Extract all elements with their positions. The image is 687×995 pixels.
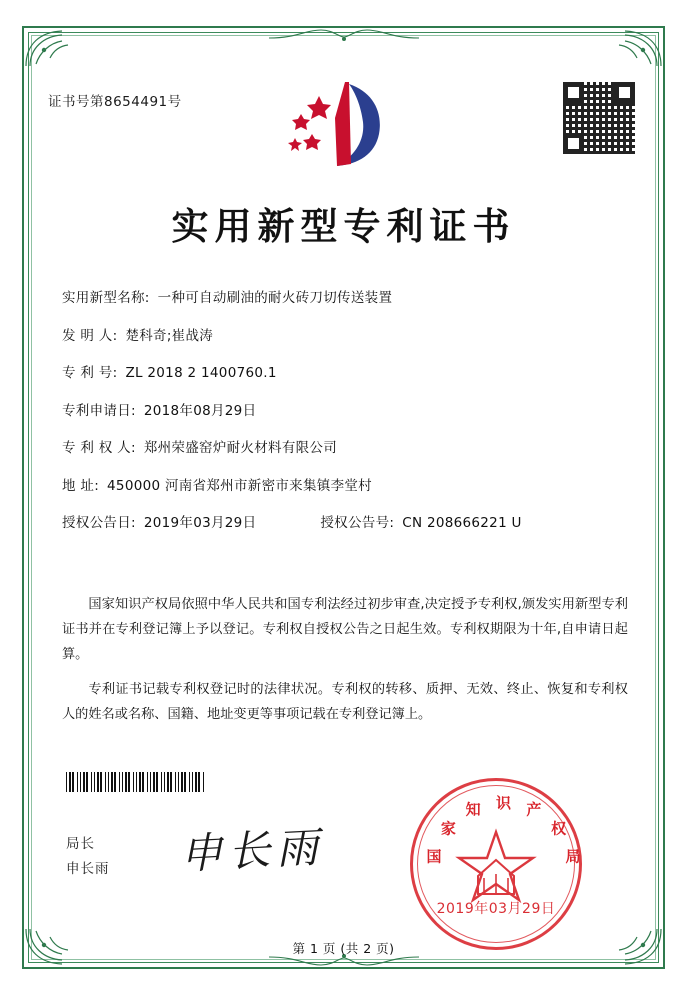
field-value: 楚科奇;崔战涛 — [125, 327, 214, 344]
field-row-grant — [62, 513, 628, 533]
seal-date: 2019年03月29日 — [436, 901, 556, 917]
paragraph-1: 国家知识产权局依照中华人民共和国专利法经过初步审查,决定授予专利权,颁发实用新型专利证书并在专利登记簿上予以登记。专利权自授权公告之日起生效。专利权期限为十年,自申请日起算。 — [62, 597, 628, 662]
corner-ornament-icon — [24, 28, 82, 68]
cnipa-emblem-icon — [279, 78, 409, 170]
field-value: 一种可自动刷油的耐火砖刀切传送装置 — [157, 290, 393, 306]
director-name-label: 申长雨 — [66, 861, 110, 877]
paragraph-2: 专利证书记载专利权登记时的法律状况。专利权的转移、质押、无效、终止、恢复和专利权人的姓名或名称、国籍、地址变更等事项记载在专利登记簿上。 — [62, 682, 628, 722]
seal-text: 国 家 知 识 产 权 局 — [426, 794, 581, 866]
handwritten-signature: 申长雨 — [178, 822, 326, 879]
field-row-name — [62, 288, 628, 308]
director-title-label: 局长 — [66, 836, 95, 852]
grant-number-value: CN 208666221 U — [402, 515, 522, 531]
field-label: 地 址: — [62, 477, 100, 494]
field-row-patent-number — [62, 363, 628, 383]
field-row-inventor — [62, 326, 628, 346]
barcode-icon — [66, 772, 206, 792]
field-list — [62, 288, 628, 533]
official-red-seal-icon — [410, 778, 582, 950]
field-value: ZL 2018 2 1400760.1 — [125, 365, 277, 381]
grant-date-value: 2019年03月29日 — [143, 515, 257, 531]
page-footer: 第 1 页 (共 2 页) — [292, 941, 395, 956]
qr-code-icon — [563, 82, 635, 154]
field-value: 450000 河南省郑州市新密市来集镇李堂村 — [107, 477, 372, 494]
grant-date-label: 授权公告日: — [62, 515, 136, 531]
signature-block — [66, 832, 110, 882]
field-label: 实用新型名称: — [62, 290, 150, 306]
top-edge-ornament-icon — [269, 28, 419, 48]
corner-ornament-icon — [605, 28, 663, 68]
page-title: 实用新型专利证书 — [171, 205, 516, 248]
field-label: 专 利 权 人: — [62, 440, 136, 456]
grant-number-label: 授权公告号: — [320, 515, 395, 531]
field-row-address — [62, 476, 628, 496]
field-row-application-date — [62, 401, 628, 421]
field-value: 郑州荣盛窑炉耐火材料有限公司 — [143, 440, 338, 456]
field-row-patentee — [62, 438, 628, 458]
field-label: 专利申请日: — [62, 402, 136, 419]
field-label: 发 明 人: — [62, 327, 118, 344]
field-value: 2018年08月29日 — [143, 402, 257, 419]
certificate-number: 证书号第8654491号 — [48, 94, 182, 110]
legal-text — [62, 592, 628, 737]
field-label: 专 利 号: — [62, 365, 118, 381]
